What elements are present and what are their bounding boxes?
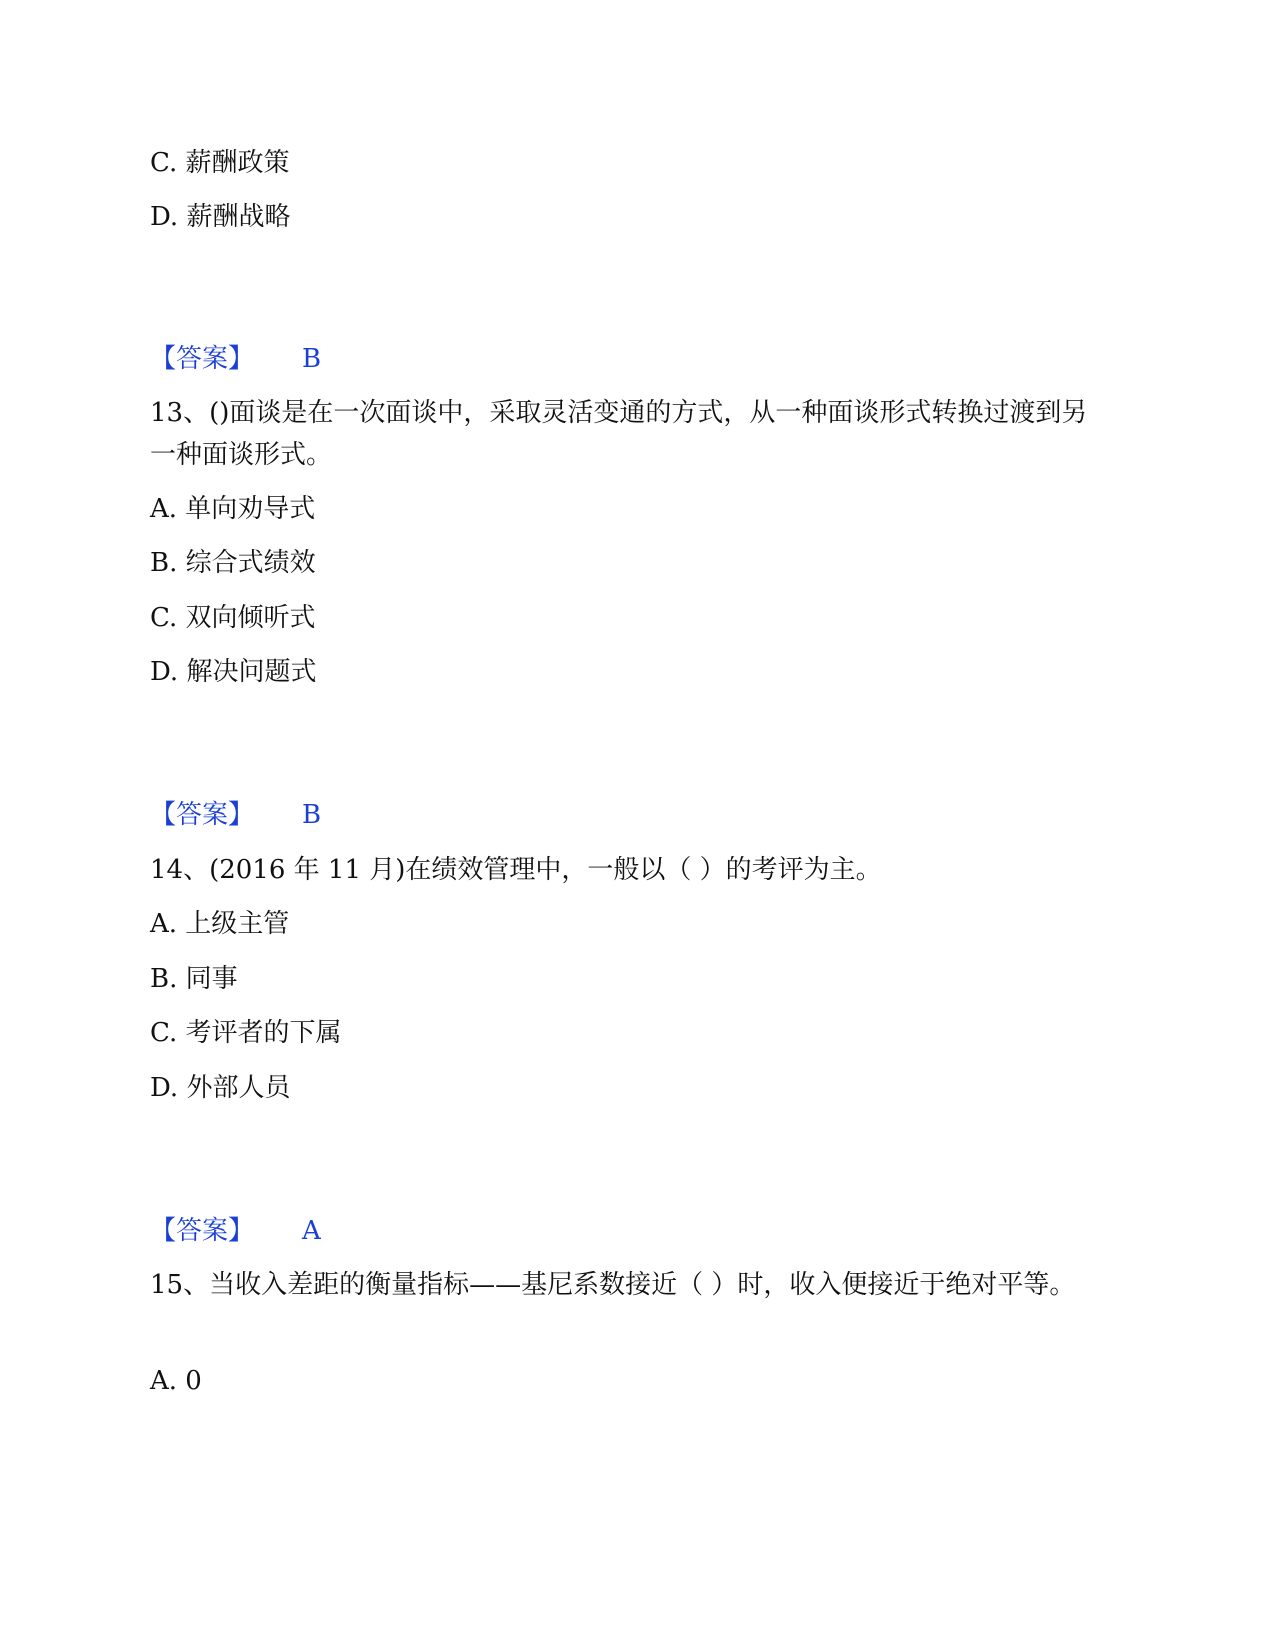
answer-q12: [150, 342, 321, 376]
q13-option-c: C. 双向倾听式: [150, 603, 316, 633]
q14-option-d: D. 外部人员: [150, 1073, 291, 1103]
q13-option-b: B. 综合式绩效: [150, 548, 316, 578]
q13-option-d: D. 解决问题式: [150, 657, 317, 687]
prev-option-d: D. 薪酬战略: [150, 202, 291, 232]
answer-q14: [150, 1214, 321, 1248]
answer-label: 【答案】: [150, 1216, 255, 1246]
answer-label: 【答案】: [150, 344, 255, 374]
q14-option-a: A. 上级主管: [150, 909, 290, 939]
answer-label: 【答案】: [150, 800, 255, 830]
question-13-text: 13、()面谈是在一次面谈中，采取灵活变通的方式，从一种面谈形式转换过渡到另一种面谈形式。: [150, 398, 1088, 470]
q13-option-a: A. 单向劝导式: [150, 494, 316, 524]
question-15-text: 15、当收入差距的衡量指标——基尼系数接近（ ）时，收入便接近于绝对平等。: [150, 1270, 1076, 1300]
q14-option-b: B. 同事: [150, 964, 238, 994]
answer-value: B: [302, 344, 322, 374]
answer-q13: [150, 798, 321, 832]
question-14-text: 14、(2016 年 11 月)在绩效管理中，一般以（ ）的考评为主。: [150, 855, 882, 885]
answer-value: B: [302, 800, 322, 830]
q14-option-c: C. 考评者的下属: [150, 1018, 342, 1048]
prev-option-c: C. 薪酬政策: [150, 148, 290, 178]
answer-value: A: [302, 1216, 321, 1246]
q15-option-a: A. 0: [150, 1366, 202, 1396]
